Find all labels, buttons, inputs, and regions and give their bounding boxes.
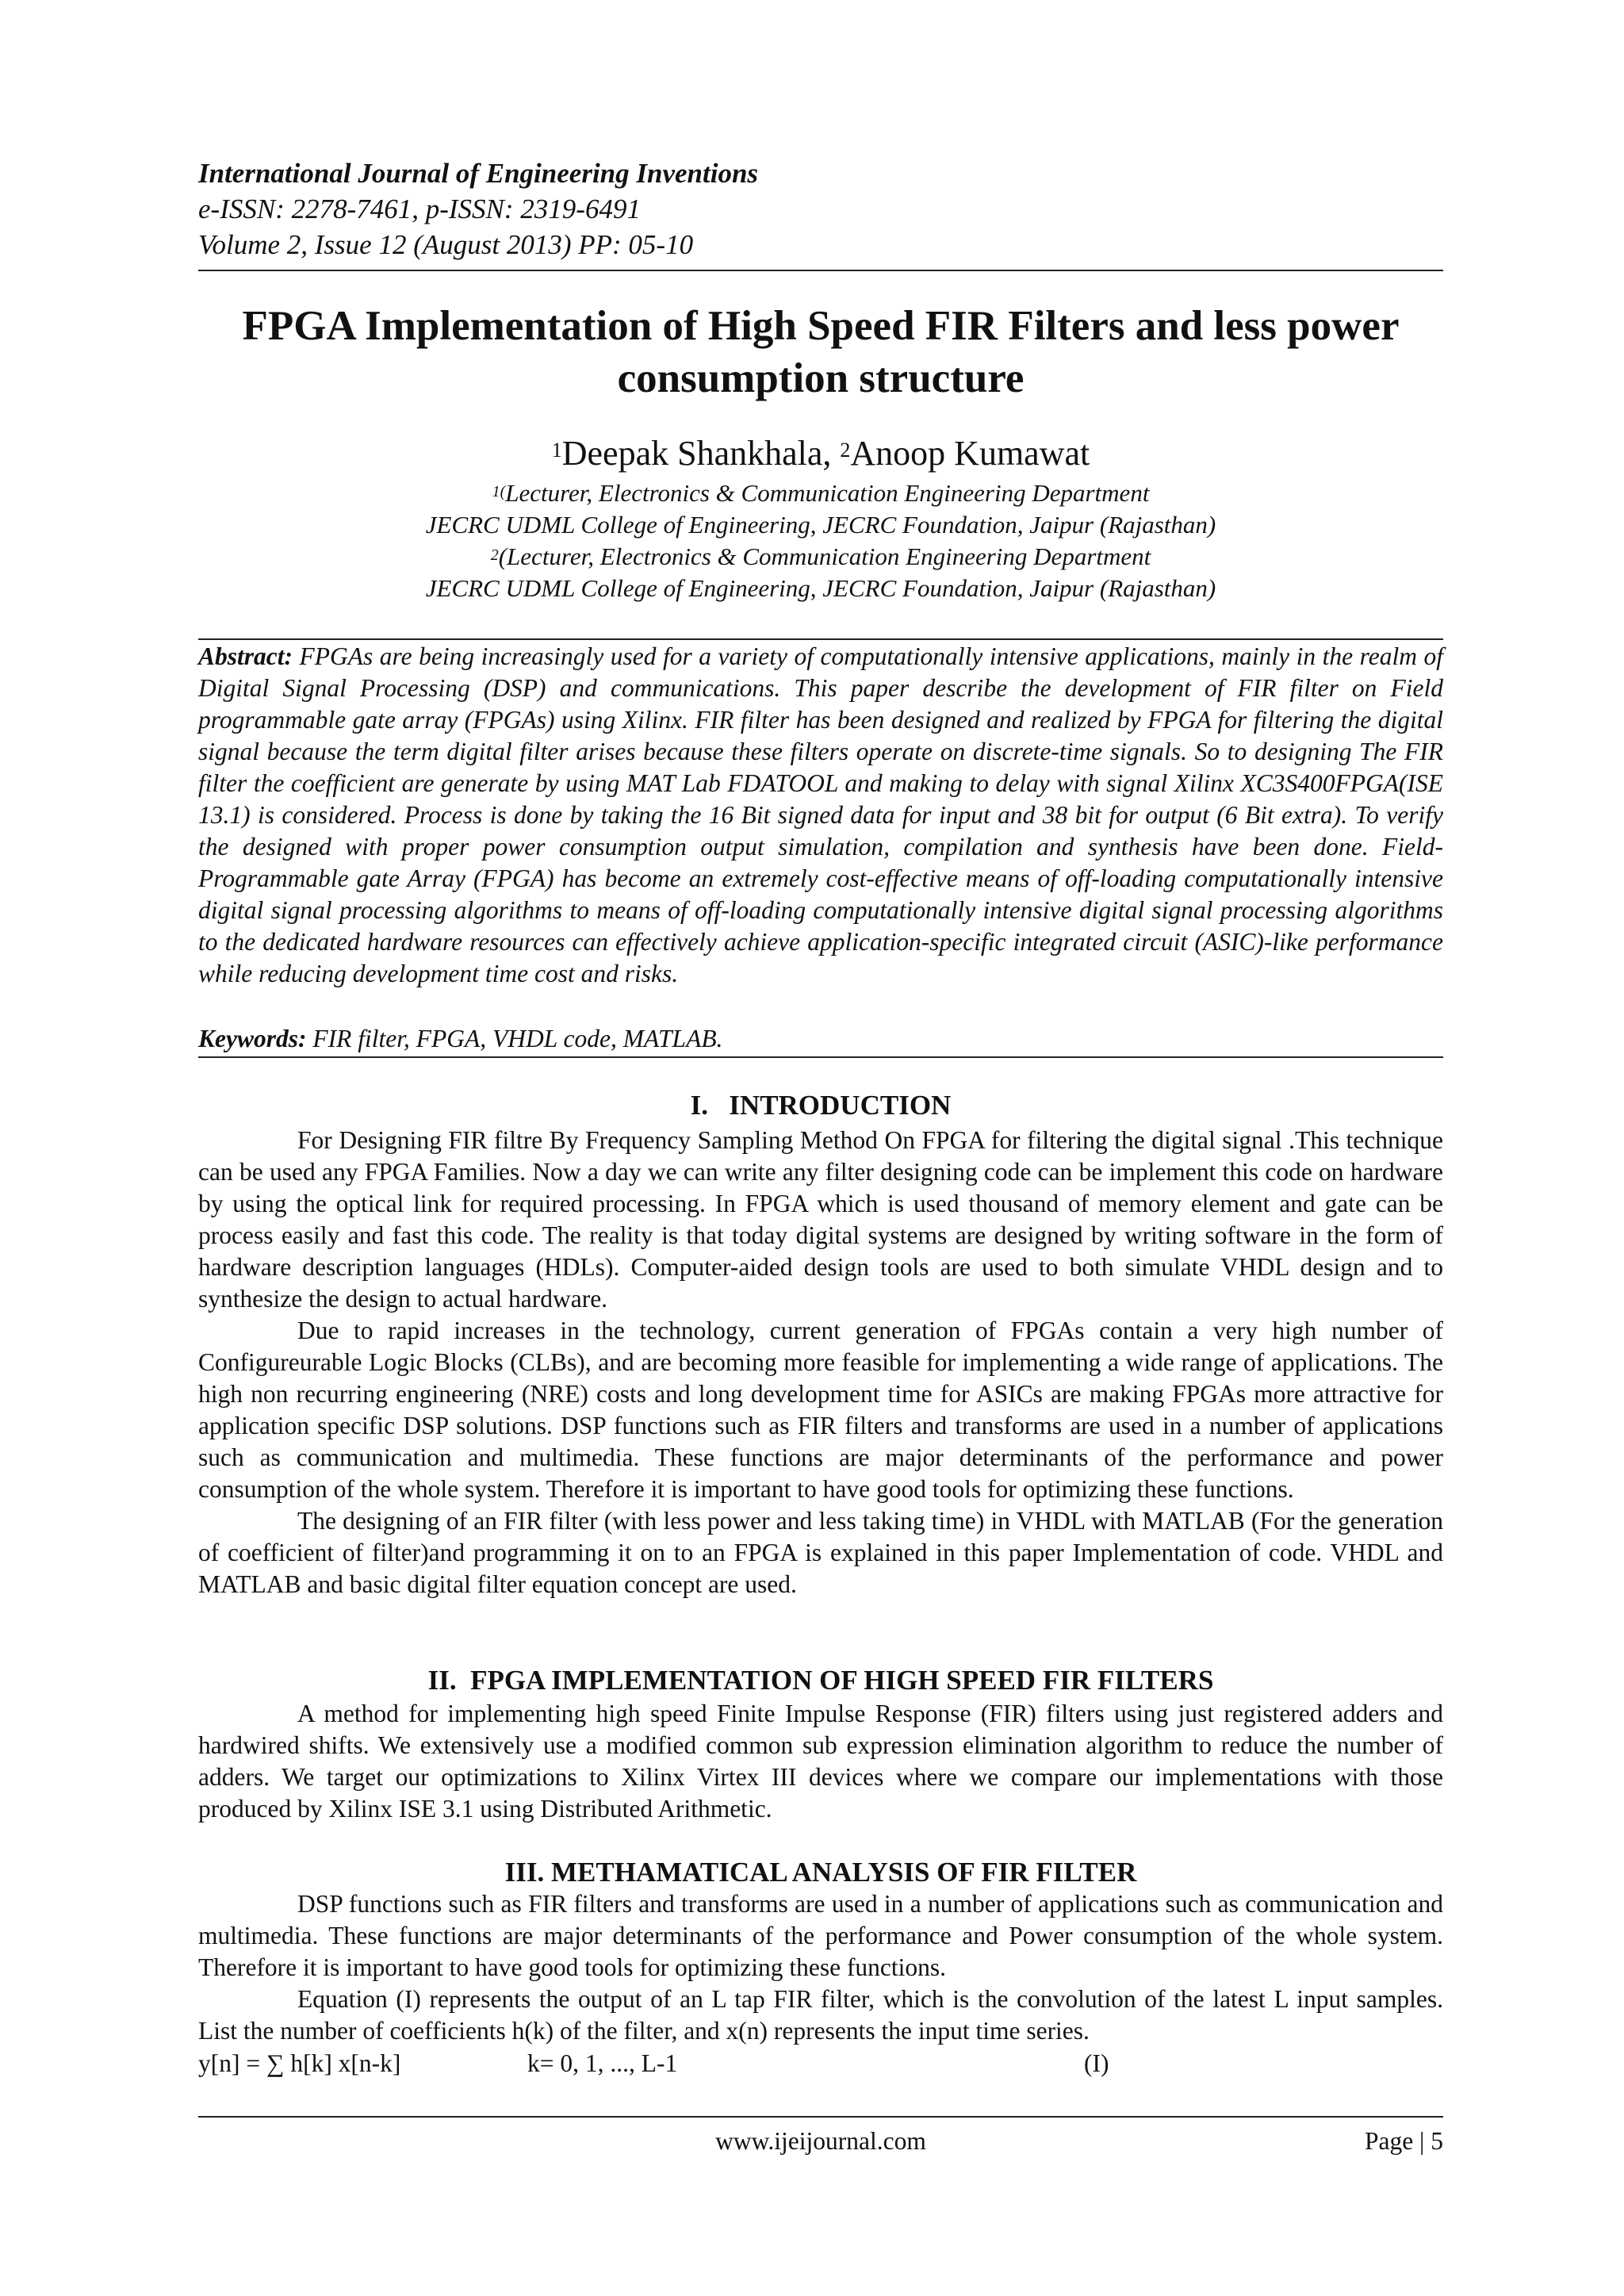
author-1-superscript: 1 [551, 439, 562, 462]
equation-line [198, 2048, 1443, 2079]
section-1-paragraph-3: The designing of an FIR filter (with less power and less taking time) in VHDL with MATLAB (For the generation of coefficient of filter)and programming it on to an FPGA is explained in this paper Implementation of code. VHDL and MATLAB and basic digital filter equation concept are used. [198, 1507, 1443, 1598]
equation-label: (I) [1084, 2049, 1109, 2077]
affiliation-1-line-1: $^{1(}$Lecturer, Electronics & Communication Engineering Department [492, 479, 1150, 507]
abstract-bottom-rule [198, 1056, 1443, 1058]
equation-expression: y[n] = ∑ h[k] x[n-k] [198, 2049, 401, 2077]
abstract-text: FPGAs are being increasingly used for a variety of computationally intensive applications, mainly in the realm of Digital Signal Processing (DSP) and communications. This paper describe the development of FIR filter on Field programmable gate array (FPGAs) using Xilinx. FIR filter has been designed and realized by FPGA for filtering the digital signal because the term digital filter arises because these filters operate on discrete-time signals. So to designing The FIR filter the coefficient are generate by using MAT Lab FDATOOL and making to delay with signal Xilinx XC3S400FPGA(ISE 13.1) is considered. Process is done by taking the 16 Bit signed data for input and 38 bit for output (6 Bit extra). To verify the designed with proper power consumption output simulation, compilation and synthesis have been done. Field-Programmable gate Array (FPGA) has become an extremely cost-effective means of off-loading computationally intensive digital signal processing algorithms to means of off-loading computationally intensive digital signal processing algorithms to the dedicated hardware resources can effectively achieve application-specific integrated circuit (ASIC)-like performance while reducing development time cost and risks. [198, 642, 1443, 987]
abstract [198, 641, 1443, 990]
author-1-name: Deepak Shankhala, [561, 434, 841, 473]
section-2-paragraph-1: A method for implementing high speed Finite Impulse Response (FIR) filters using just registered adders and hardwired shifts. We extensively use a modified common sub expression elimination algorithm to reduce the number of adders. We target our optimizations to Xilinx Virtex III devices where we compare our implementations with those produced by Xilinx ISE 3.1 using Distributed Arithmetic. [198, 1700, 1443, 1823]
author-line [198, 432, 1443, 475]
abstract-label: Abstract: [198, 642, 293, 670]
section-1-heading: I. INTRODUCTION [690, 1090, 952, 1121]
journal-volume: Volume 2, Issue 12 (August 2013) PP: 05-10 [198, 229, 694, 260]
affiliation-1-line-2: JECRC UDML College of Engineering, JECRC Foundation, Jaipur (Rajasthan) [425, 511, 1216, 539]
section-3-heading: III. METHAMATICAL ANALYSIS OF FIR FILTER [504, 1857, 1137, 1888]
section-3-paragraph-1: DSP functions such as FIR filters and transforms are used in a number of applications such as communication and multimedia. These functions are major determinants of the performance and Power consumption of the whole system. Therefore it is important to have good tools for optimizing these functions. [198, 1890, 1443, 1981]
journal-header [198, 155, 1443, 263]
journal-issn: e-ISSN: 2278-7461, p-ISSN: 2319-6491 [198, 194, 641, 224]
page-number: Page | 5 [1364, 2127, 1443, 2155]
author-2-superscript: 2 [840, 439, 851, 462]
section-1-body [198, 1125, 1443, 1600]
section-2-body [198, 1698, 1443, 1825]
keywords-label: Keywords: [198, 1025, 307, 1052]
header-rule [198, 270, 1443, 271]
author-2-name: Anoop Kumawat [850, 434, 1090, 473]
journal-name: International Journal of Engineering Inventions [198, 158, 759, 189]
abstract-top-rule [198, 638, 1443, 640]
section-1-paragraph-1: For Designing FIR filtre By Frequency Sampling Method On FPGA for filtering the digital signal .This technique can be used any FPGA Families. Now a day we can write any filter designing code can be implement this code on hardware by using the optical link for required processing. In FPGA which is used thousand of memory element and gate can be process easily and fast this code. The reality is that today digital systems are designed by writing software in the form of hardware description languages (HDLs). Computer-aided design tools are used to both simulate VHDL design and to synthesize the design to actual hardware. [198, 1126, 1443, 1313]
section-3-body [198, 1888, 1443, 2047]
section-3-paragraph-2: Equation (I) represents the output of an L tap FIR filter, which is the convolution of the latest L input samples. List the number of coefficients h(k) of the filter, and x(n) represents the input time series. [198, 1985, 1443, 2045]
affiliation-2-superscript: 2 [490, 546, 499, 564]
footer-rule [198, 2116, 1443, 2118]
section-1-paragraph-2: Due to rapid increases in the technology, current generation of FPGAs contain a very high number of Configureurable Logic Blocks (CLBs), and are becoming more feasible for implementing a wide range of applications. The high non recurring engineering (NRE) costs and long development time for ASICs are making FPGAs more attractive for application specific DSP solutions. DSP functions such as FIR filters and transforms are used in a number of applications such as communication and multimedia. These functions are major determinants of the performance and power consumption of the whole system. Therefore it is important to have good tools for optimizing these functions. [198, 1317, 1443, 1503]
keywords-text: FIR filter, FPGA, VHDL code, MATLAB. [306, 1025, 723, 1052]
affiliation-2-line-1: $^2$(Lecturer, Electronics & Communication Engineering Department [490, 542, 1151, 570]
equation-range: k= 0, 1, ..., L-1 [527, 2049, 678, 2077]
page-footer [198, 2125, 1443, 2157]
affiliation-1-superscript: 1( [492, 483, 506, 500]
keywords [198, 1023, 1443, 1055]
affiliation-2-line-2: JECRC UDML College of Engineering, JECRC Foundation, Jaipur (Rajasthan) [425, 574, 1216, 602]
journal-url: www.ijeijournal.com [715, 2127, 926, 2155]
paper-title: FPGA Implementation of High Speed FIR Filters and less power consumption structure [242, 303, 1400, 401]
section-2-heading: II. FPGA IMPLEMENTATION OF HIGH SPEED FIR FILTERS [427, 1665, 1214, 1696]
affiliations [198, 477, 1443, 604]
